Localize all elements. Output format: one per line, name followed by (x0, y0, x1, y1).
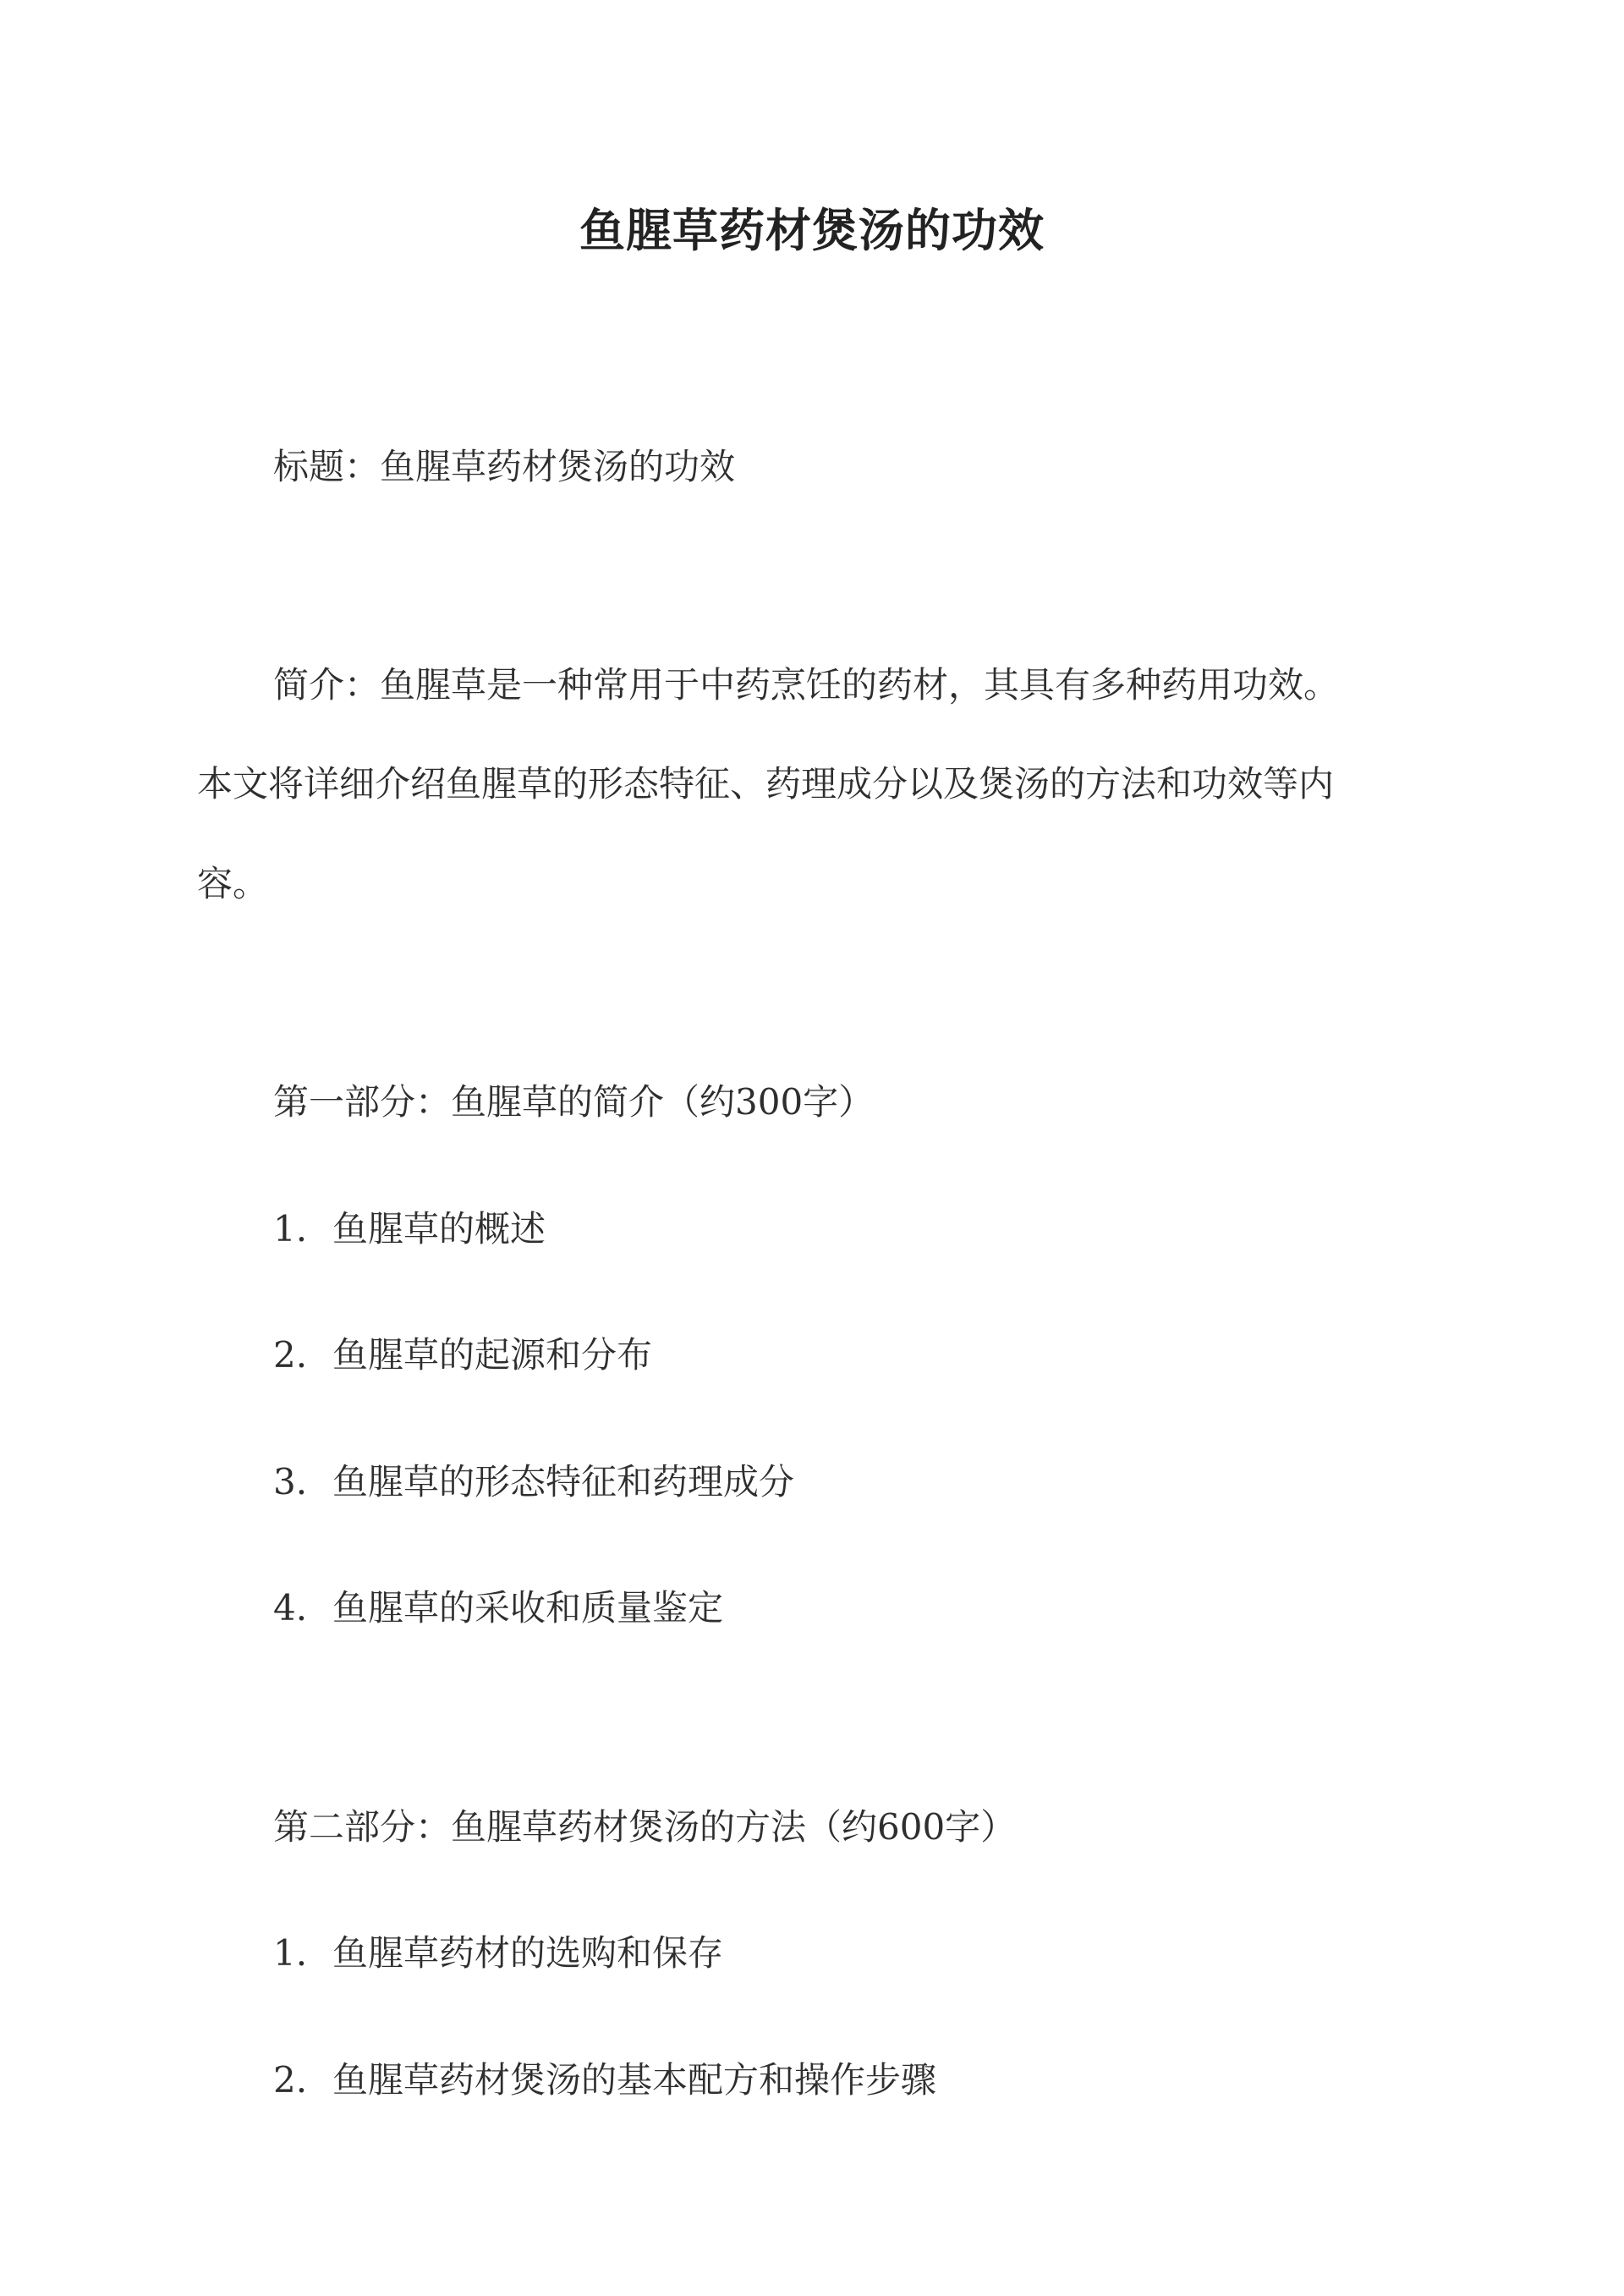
list-item (273, 1929, 723, 1978)
intro-line-3: 容。 (197, 863, 269, 904)
list-item-text: 鱼腥草的起源和分布 (332, 1334, 653, 1376)
heading-line: 标题：鱼腥草药材煲汤的功效 (273, 446, 736, 487)
part1-heading: 第一部分：鱼腥草的简介（约300字） (273, 1081, 875, 1123)
intro-line-1: 简介：鱼腥草是一种常用于中药烹饪的药材，其具有多种药用功效。 (273, 664, 1340, 706)
list-item (273, 1584, 723, 1633)
list-item-number: 3. (273, 1461, 308, 1502)
list-item (273, 1205, 546, 1254)
part2-heading: 第二部分：鱼腥草药材煲汤的方法（约600字） (273, 1806, 1017, 1848)
list-item-text: 鱼腥草药材的选购和保存 (332, 1932, 724, 1974)
list-item-number: 1. (273, 1932, 308, 1974)
list-item (273, 1458, 794, 1507)
list-item-text: 鱼腥草药材煲汤的基本配方和操作步骤 (332, 2059, 937, 2101)
list-item-number: 2. (273, 2059, 308, 2101)
list-item-text: 鱼腥草的采收和质量鉴定 (332, 1587, 724, 1629)
list-item-text: 鱼腥草的概述 (332, 1208, 546, 1250)
list-item-number: 4. (273, 1587, 308, 1629)
list-item-number: 1. (273, 1208, 308, 1250)
document-title: 鱼腥草药材煲汤的功效 (579, 203, 1045, 257)
list-item (273, 2056, 936, 2105)
list-item-text: 鱼腥草的形态特征和药理成分 (332, 1461, 795, 1502)
intro-line-2: 本文将详细介绍鱼腥草的形态特征、药理成分以及煲汤的方法和功效等内 (197, 763, 1335, 805)
list-item (273, 1331, 652, 1380)
list-item-number: 2. (273, 1334, 308, 1376)
